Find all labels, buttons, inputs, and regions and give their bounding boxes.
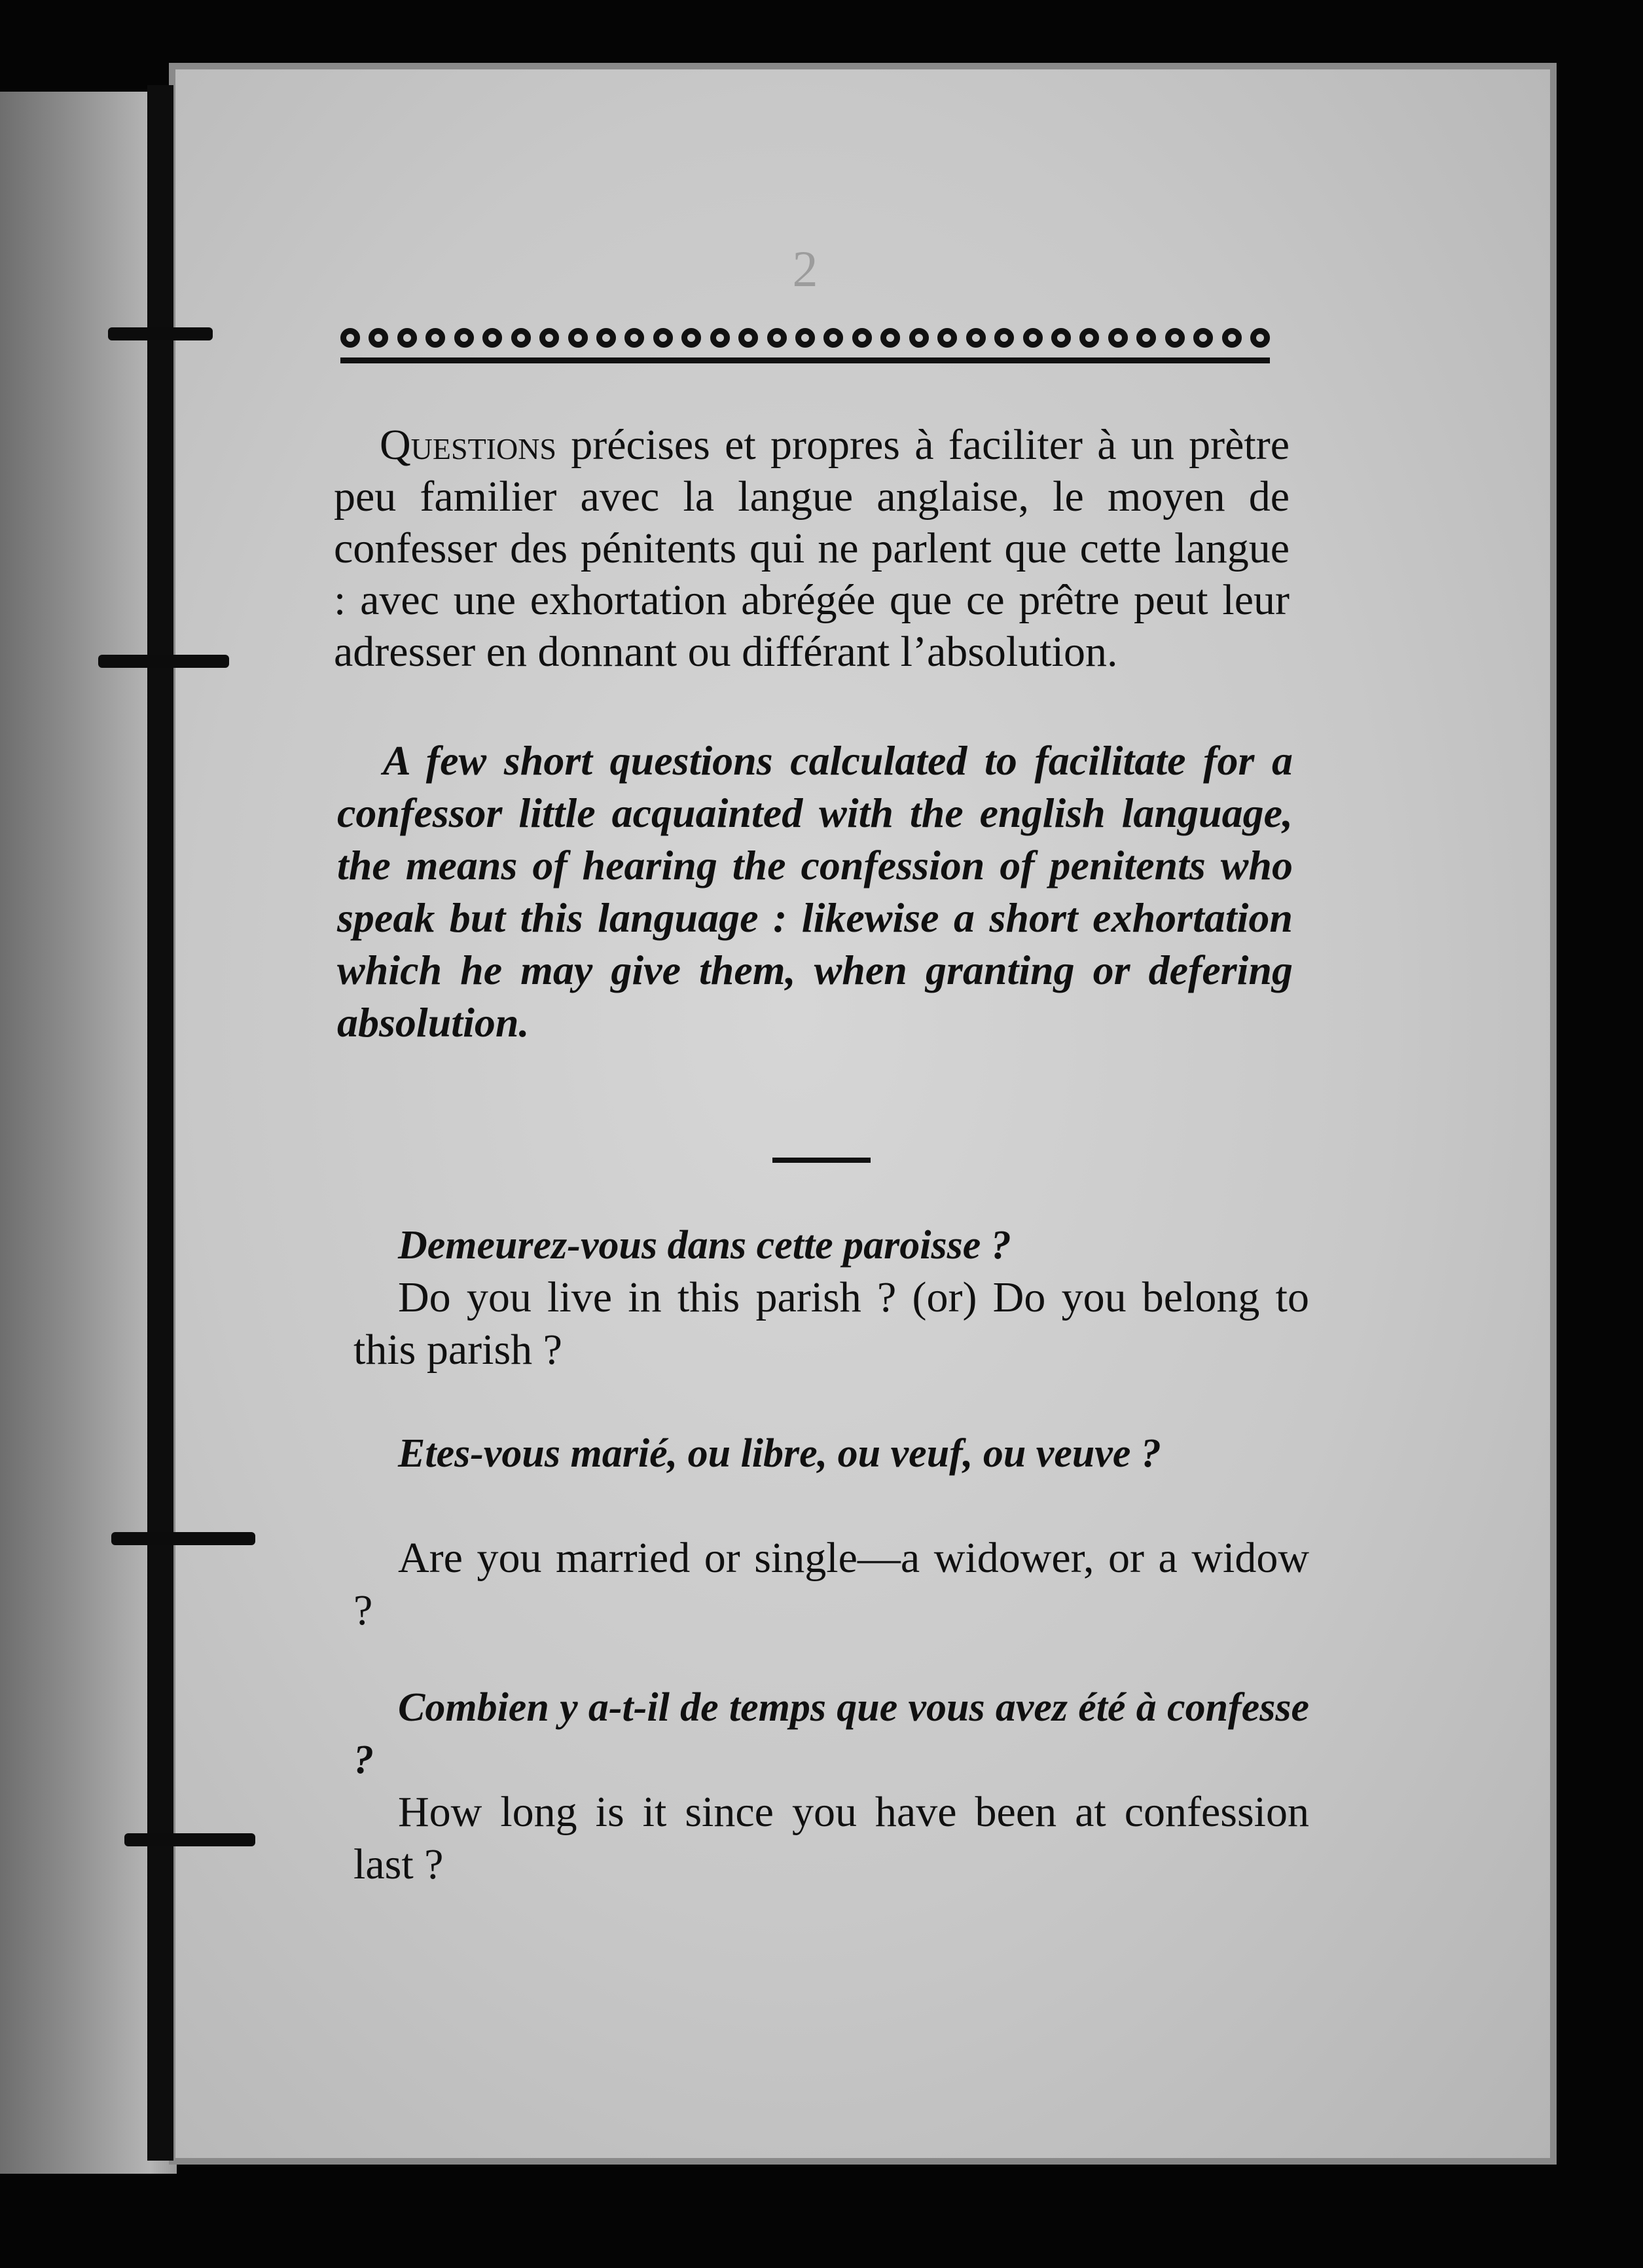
- intro-french-text: précises et propres à faciliter à un prètre peu familier avec la langue anglaise, le moyen de confesser des pénitents qui ne parlent que cette langue : avec une exhortation abrégée que ce prêtre peut leur adresser en donnant ou différant l’absolution.: [334, 421, 1290, 676]
- intro-french-lead: Questions: [380, 421, 557, 469]
- page-number: 2: [792, 240, 818, 297]
- question-1-english: Do you live in this parish ? (or) Do you belong to this parish ?: [353, 1273, 1309, 1374]
- section-separator: [772, 1158, 871, 1163]
- binding-stitch: [108, 327, 213, 340]
- question-2-english: Are you married or single—a widower, or a widow ?: [353, 1534, 1309, 1634]
- binding-thread: [147, 85, 173, 2161]
- question-3-english: How long is it since you have been at confession last ?: [353, 1788, 1309, 1888]
- binding-stitch: [111, 1532, 255, 1545]
- header-ornament: [340, 318, 1270, 357]
- question-1-french: Demeurez-vous dans cette paroisse ?: [398, 1223, 1011, 1268]
- intro-french-paragraph: [334, 419, 1290, 678]
- intro-english-paragraph: A few short questions calculated to facilitate for a confessor little acquainted with the english language, the means of hearing the confession of penitents who speak but this language : likewise a short exhortation which he may give them, when granting or defering absolution.: [337, 737, 1293, 1046]
- binding-stitch: [98, 655, 229, 668]
- question-3-french: Combien y a-t-il de temps que vous avez été à confesse ?: [353, 1685, 1309, 1782]
- ornament-rule: [340, 357, 1270, 363]
- question-2-french: Etes-vous marié, ou libre, ou veuf, ou veuve ?: [398, 1431, 1161, 1476]
- binding-stitch: [124, 1833, 255, 1846]
